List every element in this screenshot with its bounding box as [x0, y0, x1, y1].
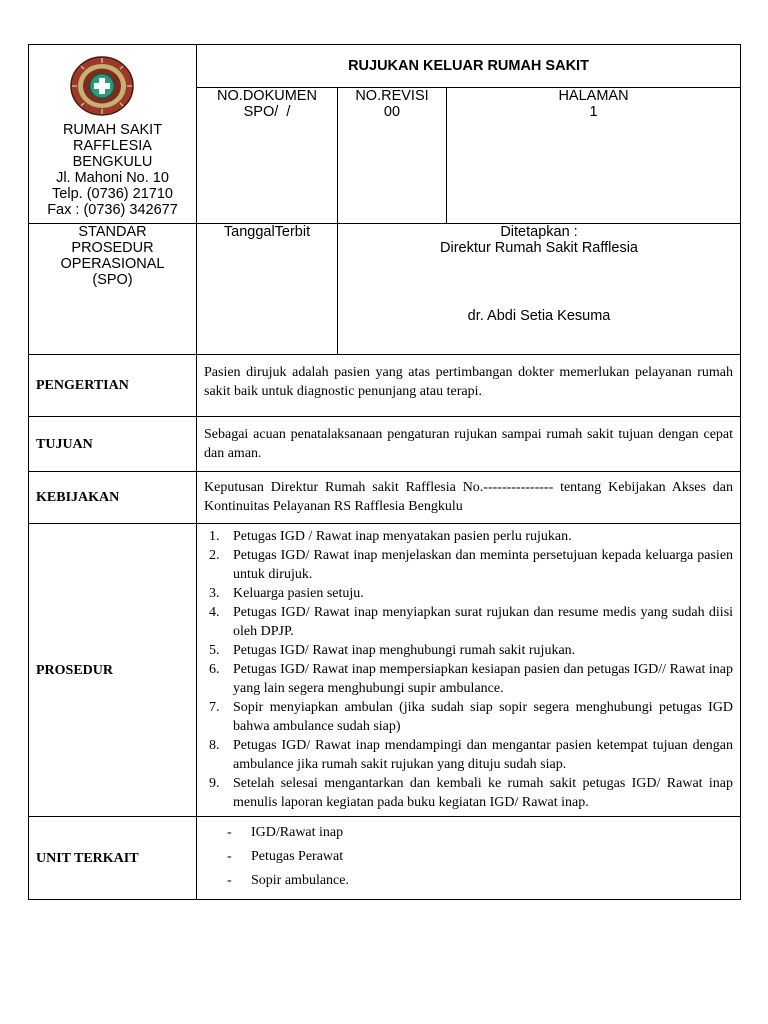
prosedur-item-num: 7. [209, 700, 220, 715]
hospital-name-line3: BENGKULU [72, 154, 153, 170]
prosedur-item-text: Petugas IGD/ Rawat inap menyiapkan surat rujukan dan resume medis yang sudah diisi oleh DPJP. [233, 605, 734, 639]
unit-item-text: Sopir ambulance. [251, 873, 349, 888]
hospital-address: Jl. Mahoni No. 10 [56, 170, 169, 186]
unit-terkait-cell [197, 817, 741, 900]
no-revisi-cell [338, 88, 447, 224]
unit-item-dash: - [227, 873, 232, 888]
spo-line3: OPERASIONAL [60, 256, 165, 272]
unit-terkait-label: UNIT TERKAIT [29, 817, 197, 900]
direktur-name: dr. Abdi Setia Kesuma [467, 308, 611, 324]
hospital-name-line2: RAFFLESIA [73, 138, 152, 154]
prosedur-item [204, 584, 733, 603]
prosedur-item-num: 8. [209, 738, 220, 753]
prosedur-item [204, 698, 733, 736]
no-revisi-value: 00 [383, 104, 401, 121]
spo-label-cell [29, 224, 197, 355]
prosedur-item-text: Setelah selesai mengantarkan dan kembali ke rumah sakit petugas IGD/ Rawat inap menulis laporan kegiatan pada buku kegiatan IGD/ Rawat inap. [233, 776, 734, 810]
prosedur-item-num: 6. [209, 662, 220, 677]
prosedur-item [204, 660, 733, 698]
ditetapkan-cell [338, 224, 741, 355]
halaman-value: 1 [589, 104, 598, 121]
unit-item-dash: - [227, 825, 232, 840]
kebijakan-text: Keputusan Direktur Rumah sakit Rafflesia No.--------------- tentang Kebijakan Akses dan Kontinuitas Pelayanan RS Rafflesia Bengkulu [197, 472, 741, 524]
prosedur-item-num: 3. [209, 586, 220, 601]
unit-item [197, 869, 740, 893]
prosedur-item-text: Petugas IGD / Rawat inap menyatakan pasien perlu rujukan. [233, 529, 572, 544]
prosedur-item-text: Keluarga pasien setuju. [233, 586, 364, 601]
prosedur-item [204, 603, 733, 641]
unit-item-text: IGD/Rawat inap [251, 825, 344, 840]
unit-item-text: Petugas Perawat [251, 849, 344, 864]
prosedur-item [204, 736, 733, 774]
spo-document-table [28, 44, 741, 900]
prosedur-item-text: Petugas IGD/ Rawat inap mendampingi dan mengantar pasien ketempat tujuan dengan ambulance jika rumah sakit rujukan yang dituju sudah siap. [233, 738, 734, 772]
pengertian-text: Pasien dirujuk adalah pasien yang atas pertimbangan dokter memerlukan pelayanan rumah sakit baik untuk diagnostic penunjang atau terapi. [197, 355, 741, 417]
pengertian-label: PENGERTIAN [29, 355, 197, 417]
prosedur-item-num: 1. [209, 529, 220, 544]
no-dokumen-label: NO.DOKUMEN [217, 88, 317, 105]
tujuan-label: TUJUAN [29, 417, 197, 472]
unit-item [197, 845, 740, 869]
unit-item-dash: - [227, 849, 232, 864]
hospital-name-line1: RUMAH SAKIT [62, 122, 163, 138]
hospital-telp: Telp. (0736) 21710 [52, 186, 173, 202]
hospital-identity-cell [29, 45, 197, 224]
spo-line4: (SPO) [92, 272, 133, 288]
prosedur-item [204, 774, 733, 812]
prosedur-item-num: 5. [209, 643, 220, 658]
tujuan-text: Sebagai acuan penatalaksanaan pengaturan rujukan sampai rumah sakit tujuan dengan cepat dan aman. [197, 417, 741, 472]
spo-line1: STANDAR [78, 224, 147, 240]
prosedur-item [204, 546, 733, 584]
prosedur-item-text: Sopir menyiapkan ambulan (jika sudah siap sopir segera menghubungi petugas IGD bahwa ambulance sudah siap) [233, 700, 734, 734]
no-dokumen-value: SPO/ / [243, 104, 291, 121]
prosedur-item-num: 4. [209, 605, 220, 620]
prosedur-item-text: Petugas IGD/ Rawat inap menghubungi rumah sakit rujukan. [233, 643, 576, 658]
no-dokumen-cell [197, 88, 338, 224]
unit-terkait-list [197, 817, 740, 899]
medical-cross-emblem-icon [69, 55, 135, 117]
prosedur-item [204, 527, 733, 546]
prosedur-label: PROSEDUR [29, 524, 197, 817]
prosedur-item [204, 641, 733, 660]
no-revisi-label: NO.REVISI [355, 88, 429, 105]
prosedur-list [197, 524, 740, 816]
document-title: RUJUKAN KELUAR RUMAH SAKIT [197, 45, 741, 88]
prosedur-item-text: Petugas IGD/ Rawat inap menjelaskan dan meminta persetujuan kepada keluarga pasien untuk dirujuk. [233, 548, 734, 582]
hospital-fax: Fax : (0736) 342677 [47, 202, 178, 218]
prosedur-item-num: 9. [209, 776, 220, 791]
kebijakan-label: KEBIJAKAN [29, 472, 197, 524]
ditetapkan-label: Ditetapkan : [500, 224, 578, 240]
halaman-label: HALAMAN [558, 88, 629, 105]
halaman-cell [447, 88, 741, 224]
direktur-title: Direktur Rumah Sakit Rafflesia [440, 240, 638, 256]
prosedur-cell [197, 524, 741, 817]
spo-line2: PROSEDUR [71, 240, 154, 256]
prosedur-item-num: 2. [209, 548, 220, 563]
prosedur-item-text: Petugas IGD/ Rawat inap mempersiapkan kesiapan pasien dan petugas IGD// Rawat inap yang lain segera menghubungi supir ambulance. [233, 662, 734, 696]
tanggal-terbit: TanggalTerbit [197, 224, 338, 355]
unit-item [197, 821, 740, 845]
